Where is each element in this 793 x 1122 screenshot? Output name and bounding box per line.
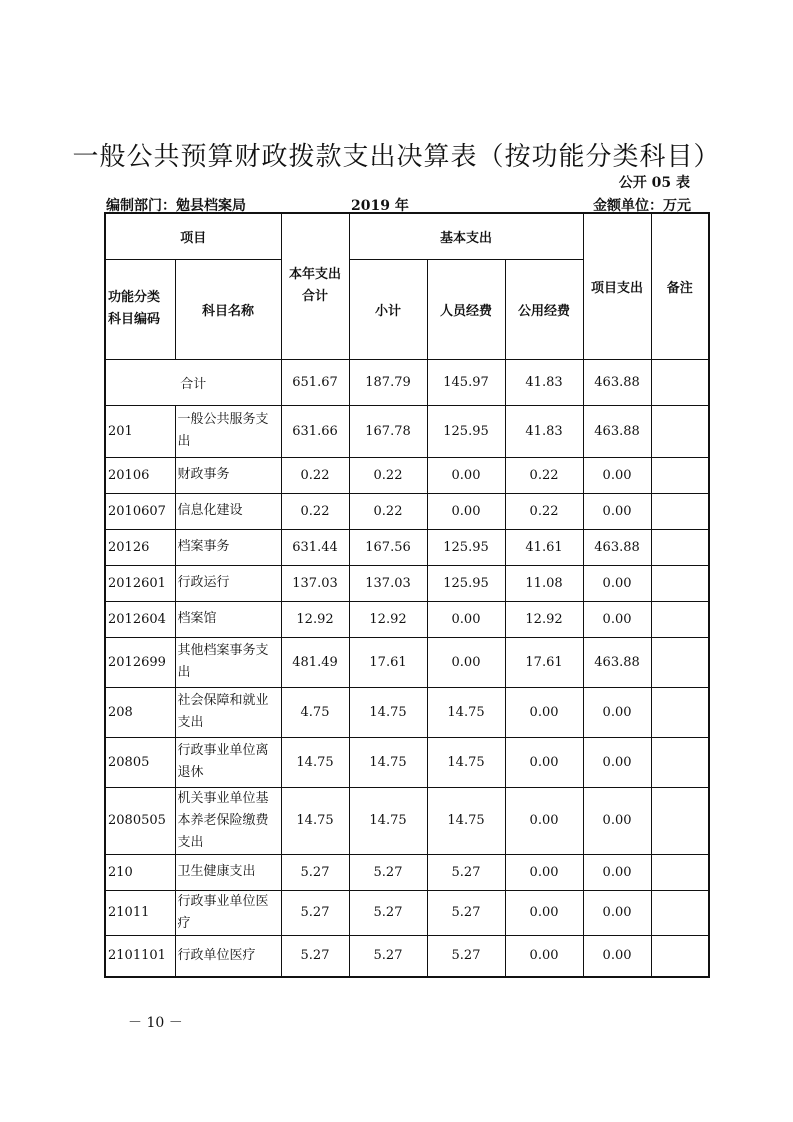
form-code: 公开 05 表 (618, 175, 690, 191)
total-cell: 5.27 (281, 935, 349, 977)
header-project: 项目支出 (583, 213, 651, 359)
subject-name-cell: 一般公共服务支出 (175, 405, 281, 457)
remark-cell (651, 457, 709, 493)
project-cell: 463.88 (583, 359, 651, 405)
total-cell: 14.75 (281, 787, 349, 854)
project-cell: 0.00 (583, 601, 651, 637)
department-label: 编制部门：勉县档案局 (106, 198, 246, 214)
subject-name-cell: 机关事业单位基本养老保险缴费支出 (175, 787, 281, 854)
public-cell: 0.00 (505, 935, 583, 977)
project-cell: 463.88 (583, 637, 651, 687)
personnel-cell: 0.00 (427, 637, 505, 687)
personnel-cell: 14.75 (427, 687, 505, 737)
expenditure-table (104, 212, 710, 978)
function-code-cell: 21011 (105, 890, 175, 935)
table-row (105, 565, 709, 601)
header-total: 本年支出合计 (281, 213, 349, 359)
function-code-cell: 20126 (105, 529, 175, 565)
meta-line (106, 195, 691, 213)
total-cell: 651.67 (281, 359, 349, 405)
year-label: 2019 年 (351, 198, 409, 214)
function-code-cell: 201 (105, 405, 175, 457)
remark-cell (651, 529, 709, 565)
header-personnel: 人员经费 (427, 259, 505, 359)
remark-cell (651, 854, 709, 890)
table-row (105, 687, 709, 737)
project-cell: 0.00 (583, 854, 651, 890)
total-label: 合计 (105, 359, 281, 405)
subtotal-cell: 0.22 (349, 493, 427, 529)
total-cell: 137.03 (281, 565, 349, 601)
subtotal-cell: 0.22 (349, 457, 427, 493)
public-cell: 41.61 (505, 529, 583, 565)
public-cell: 17.61 (505, 637, 583, 687)
subject-name-cell: 其他档案事务支出 (175, 637, 281, 687)
function-code-cell: 2010607 (105, 493, 175, 529)
unit-label: 金额单位：万元 (593, 198, 691, 214)
subtotal-cell: 14.75 (349, 787, 427, 854)
subject-name-cell: 财政事务 (175, 457, 281, 493)
header-remark: 备注 (651, 213, 709, 359)
subtotal-cell: 5.27 (349, 935, 427, 977)
public-cell: 0.22 (505, 493, 583, 529)
project-cell: 0.00 (583, 787, 651, 854)
project-cell: 463.88 (583, 405, 651, 457)
personnel-cell: 0.00 (427, 601, 505, 637)
public-cell: 0.00 (505, 737, 583, 787)
total-cell: 631.66 (281, 405, 349, 457)
page-title: 一般公共预算财政拨款支出决算表（按功能分类科目） (72, 142, 721, 172)
table-row (105, 854, 709, 890)
public-cell: 12.92 (505, 601, 583, 637)
table-row (105, 529, 709, 565)
header-item: 项目 (105, 213, 281, 259)
total-cell: 0.22 (281, 493, 349, 529)
subtotal-cell: 5.27 (349, 854, 427, 890)
remark-cell (651, 493, 709, 529)
personnel-cell: 125.95 (427, 529, 505, 565)
public-cell: 0.00 (505, 854, 583, 890)
subtotal-cell: 167.78 (349, 405, 427, 457)
table-row (105, 601, 709, 637)
table-row (105, 493, 709, 529)
personnel-cell: 125.95 (427, 405, 505, 457)
subtotal-cell: 12.92 (349, 601, 427, 637)
table-row (105, 637, 709, 687)
total-row (105, 359, 709, 405)
subtotal-cell: 137.03 (349, 565, 427, 601)
function-code-cell: 210 (105, 854, 175, 890)
remark-cell (651, 787, 709, 854)
personnel-cell: 145.97 (427, 359, 505, 405)
table-row (105, 787, 709, 854)
total-cell: 0.22 (281, 457, 349, 493)
personnel-cell: 5.27 (427, 890, 505, 935)
project-cell: 0.00 (583, 565, 651, 601)
page-number: － 10 － (128, 1015, 183, 1031)
remark-cell (651, 935, 709, 977)
total-cell: 14.75 (281, 737, 349, 787)
subtotal-cell: 14.75 (349, 687, 427, 737)
remark-cell (651, 637, 709, 687)
subject-name-cell: 社会保障和就业支出 (175, 687, 281, 737)
total-cell: 12.92 (281, 601, 349, 637)
header-subject-name: 科目名称 (175, 259, 281, 359)
function-code-cell: 208 (105, 687, 175, 737)
table-row (105, 405, 709, 457)
function-code-cell: 2012601 (105, 565, 175, 601)
header-func-code: 功能分类科目编码 (105, 259, 175, 359)
table-row (105, 457, 709, 493)
function-code-cell: 2012604 (105, 601, 175, 637)
total-cell: 5.27 (281, 854, 349, 890)
subject-name-cell: 行政运行 (175, 565, 281, 601)
subject-name-cell: 卫生健康支出 (175, 854, 281, 890)
subject-name-cell: 行政事业单位医疗 (175, 890, 281, 935)
public-cell: 11.08 (505, 565, 583, 601)
subtotal-cell: 187.79 (349, 359, 427, 405)
remark-cell (651, 890, 709, 935)
remark-cell (651, 565, 709, 601)
table-row (105, 935, 709, 977)
project-cell: 0.00 (583, 493, 651, 529)
remark-cell (651, 601, 709, 637)
personnel-cell: 5.27 (427, 935, 505, 977)
subject-name-cell: 档案事务 (175, 529, 281, 565)
remark-cell (651, 359, 709, 405)
personnel-cell: 0.00 (427, 457, 505, 493)
subject-name-cell: 行政事业单位离退休 (175, 737, 281, 787)
public-cell: 0.00 (505, 787, 583, 854)
personnel-cell: 0.00 (427, 493, 505, 529)
project-cell: 0.00 (583, 890, 651, 935)
total-cell: 5.27 (281, 890, 349, 935)
subtotal-cell: 5.27 (349, 890, 427, 935)
function-code-cell: 20805 (105, 737, 175, 787)
header-public: 公用经费 (505, 259, 583, 359)
subtotal-cell: 17.61 (349, 637, 427, 687)
subtotal-cell: 167.56 (349, 529, 427, 565)
total-cell: 631.44 (281, 529, 349, 565)
personnel-cell: 5.27 (427, 854, 505, 890)
function-code-cell: 2012699 (105, 637, 175, 687)
remark-cell (651, 687, 709, 737)
project-cell: 0.00 (583, 935, 651, 977)
personnel-cell: 14.75 (427, 737, 505, 787)
subject-name-cell: 档案馆 (175, 601, 281, 637)
header-basic: 基本支出 (349, 213, 583, 259)
total-cell: 481.49 (281, 637, 349, 687)
remark-cell (651, 737, 709, 787)
table-row (105, 890, 709, 935)
personnel-cell: 14.75 (427, 787, 505, 854)
public-cell: 41.83 (505, 359, 583, 405)
public-cell: 41.83 (505, 405, 583, 457)
function-code-cell: 20106 (105, 457, 175, 493)
project-cell: 0.00 (583, 737, 651, 787)
remark-cell (651, 405, 709, 457)
subject-name-cell: 信息化建设 (175, 493, 281, 529)
subject-name-cell: 行政单位医疗 (175, 935, 281, 977)
header-subtotal: 小计 (349, 259, 427, 359)
project-cell: 0.00 (583, 687, 651, 737)
public-cell: 0.00 (505, 687, 583, 737)
public-cell: 0.22 (505, 457, 583, 493)
table-row (105, 737, 709, 787)
project-cell: 0.00 (583, 457, 651, 493)
total-cell: 4.75 (281, 687, 349, 737)
function-code-cell: 2080505 (105, 787, 175, 854)
subtotal-cell: 14.75 (349, 737, 427, 787)
public-cell: 0.00 (505, 890, 583, 935)
function-code-cell: 2101101 (105, 935, 175, 977)
personnel-cell: 125.95 (427, 565, 505, 601)
project-cell: 463.88 (583, 529, 651, 565)
